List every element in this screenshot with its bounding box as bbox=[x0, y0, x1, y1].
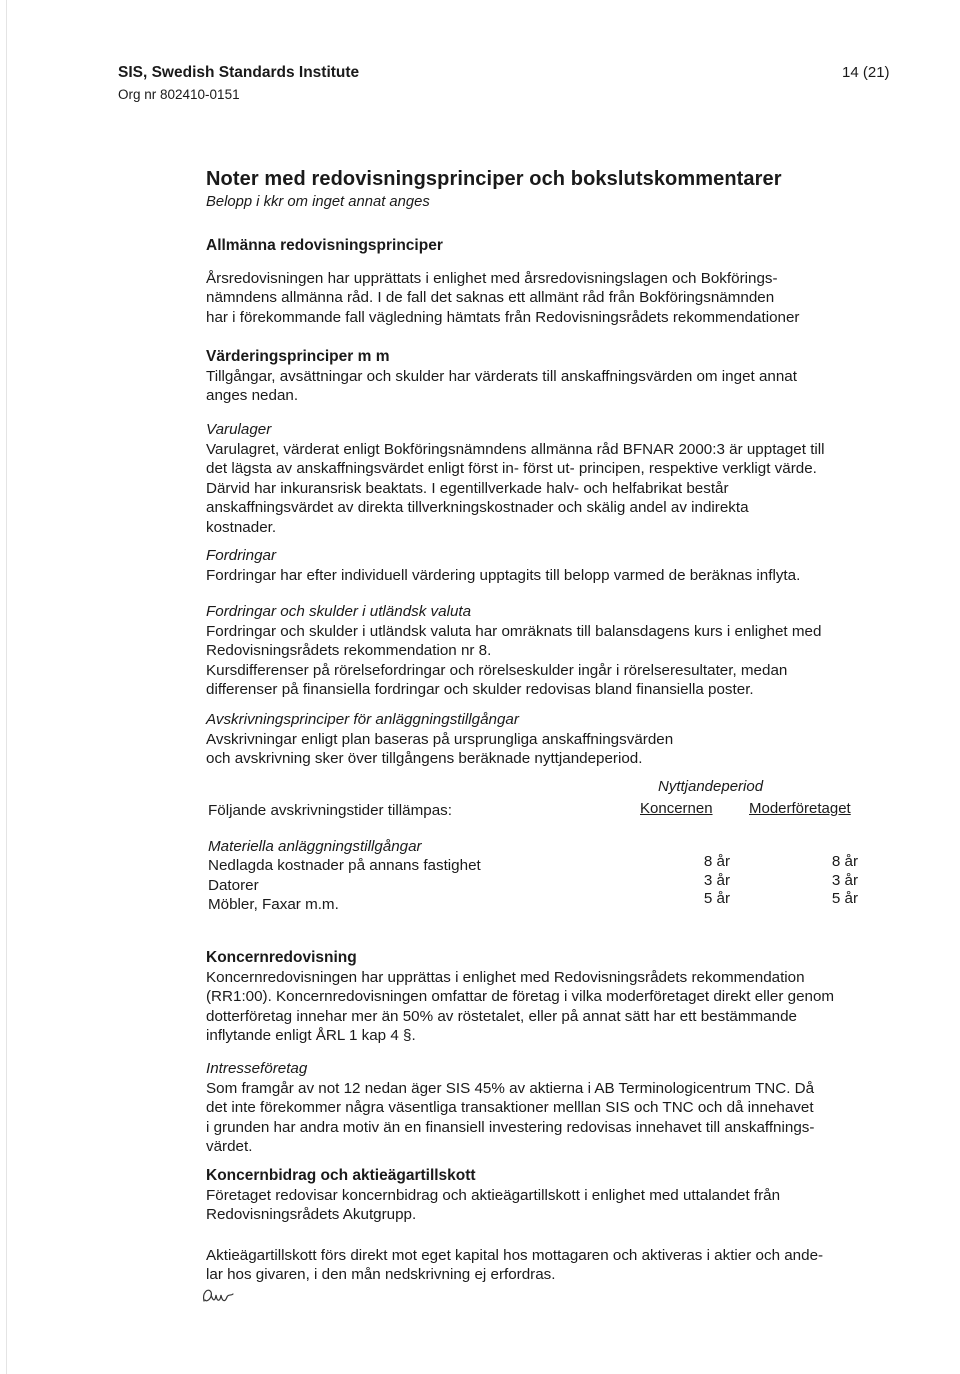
paragraph-line: Därvid har inkuransrisk beaktats. I egentillverkade halv- och helfabrikat består bbox=[206, 479, 729, 497]
paragraph-line: har i förekommande fall vägledning hämtats från Redovisningsrådets rekommendationer bbox=[206, 308, 800, 326]
notes-title-block bbox=[206, 170, 866, 212]
organization-name: SIS, Swedish Standards Institute bbox=[118, 64, 360, 81]
schedule-intro: Följande avskrivningstider tillämpas: bbox=[208, 802, 452, 819]
table-cell-group: 3 år bbox=[703, 872, 730, 889]
asset-group-label: Materiella anläggningstillgångar bbox=[208, 838, 422, 855]
paragraph-line: Varulagret, värderat enligt Bokföringsnämndens allmänna råd BFNAR 2000:3 är upptaget till bbox=[206, 440, 825, 458]
paragraph-line: Som framgår av not 12 nedan äger SIS 45% av aktierna i AB Terminologicentrum TNC. Då bbox=[206, 1079, 815, 1097]
column-header-group: Koncernen bbox=[640, 800, 713, 817]
section-heading: Intresseföretag bbox=[206, 1060, 308, 1077]
table-row-label: Möbler, Faxar m.m. bbox=[208, 896, 339, 913]
paragraph-line: inflytande enligt ÅRL 1 kap 4 §. bbox=[206, 1027, 416, 1044]
paragraph-line: det inte förekommer några väsentliga transaktioner melllan SIS och TNC och då innehavet bbox=[206, 1099, 814, 1116]
paragraph-line: Tillgångar, avsättningar och skulder har värderats till anskaffningsvärden om inget annat bbox=[206, 367, 797, 385]
associates-section bbox=[206, 1059, 866, 1157]
general-principles-section bbox=[206, 236, 866, 327]
section-heading: Varulager bbox=[206, 421, 272, 438]
table-row-label: Nedlagda kostnader på annans fastighet bbox=[208, 857, 481, 874]
paragraph-line: Fordringar och skulder i utländsk valuta har omräknats till balansdagens kurs i enlighet med bbox=[206, 622, 822, 640]
paragraph-line: Företaget redovisar koncernbidrag och aktieägartillskott i enlighet med uttalandet från bbox=[206, 1186, 781, 1204]
paragraph-line: Redovisningsrådets rekommendation nr 8. bbox=[206, 642, 492, 659]
organization-number: Org nr 802410-0151 bbox=[118, 87, 240, 102]
section-heading: Koncernredovisning bbox=[206, 949, 357, 966]
section-heading: Värderingsprinciper m m bbox=[206, 348, 390, 365]
page-number: 14 (21) bbox=[842, 64, 890, 81]
section-heading: Avskrivningsprinciper för anläggningstillgångar bbox=[206, 711, 519, 728]
paragraph-line: värdet. bbox=[206, 1138, 253, 1155]
paragraph-line: och avskrivning sker över tillgångens beräknade nyttjandeperiod. bbox=[206, 750, 643, 767]
page-title: Noter med redovisningsprinciper och bokslutskommentarer bbox=[206, 168, 782, 190]
valuation-section bbox=[206, 347, 866, 406]
signature-mark bbox=[200, 1283, 236, 1309]
depreciation-section bbox=[206, 710, 866, 769]
paragraph-line: Årsredovisningen har upprättats i enlighet med årsredovisningslagen och Bokförings- bbox=[206, 269, 778, 287]
foreign-currency-section bbox=[206, 602, 866, 700]
section-heading: Koncernbidrag och aktieägartillskott bbox=[206, 1167, 476, 1184]
table-row-label: Datorer bbox=[208, 877, 259, 894]
section-heading: Fordringar bbox=[206, 547, 277, 564]
paragraph-line: det lägsta av anskaffningsvärdet enligt först in- först ut- principen, respektive verkligt värde. bbox=[206, 460, 817, 477]
table-cell-parent: 3 år bbox=[831, 872, 858, 889]
table-cell-group: 5 år bbox=[703, 890, 730, 907]
table-cell-group: 8 år bbox=[703, 853, 730, 870]
paragraph-line: anskaffningsvärdet av direkta tillverkningskostnader och skälig andel av indirekta bbox=[206, 499, 749, 516]
contributions-section bbox=[206, 1166, 866, 1285]
paragraph-line: nämndens allmänna råd. I de fall det saknas ett allmänt råd från Bokföringsnämnden bbox=[206, 289, 775, 306]
paragraph-line: lar hos givaren, i den mån nedskrivning ej erfordras. bbox=[206, 1266, 556, 1283]
table-cell-parent: 8 år bbox=[831, 853, 858, 870]
paragraph-line: Aktieägartillskott förs direkt mot eget kapital hos mottagaren och aktiveras i aktier och ande- bbox=[206, 1246, 824, 1264]
period-label: Nyttjandeperiod bbox=[658, 778, 764, 795]
paragraph-line: Avskrivningar enligt plan baseras på ursprungliga anskaffningsvärden bbox=[206, 730, 674, 748]
section-heading: Fordringar och skulder i utländsk valuta bbox=[206, 603, 472, 620]
paragraph-line: differenser på finansiella fordringar och skulder redovisas bland finansiella poster. bbox=[206, 681, 754, 698]
consolidation-section bbox=[206, 948, 866, 1046]
page-subtitle: Belopp i kkr om inget annat anges bbox=[206, 193, 430, 210]
paragraph-line: i grunden har andra motiv än en finansiell investering redovisas innehavet till anskaffnings- bbox=[206, 1118, 815, 1136]
table-cell-parent: 5 år bbox=[831, 890, 858, 907]
paragraph-line: (RR1:00). Koncernredovisningen omfattar de företag i vilka moderföretaget direkt eller genom bbox=[206, 988, 835, 1005]
paragraph-line: anges nedan. bbox=[206, 387, 299, 404]
column-header-parent: Moderföretaget bbox=[749, 800, 851, 817]
paragraph-line: kostnader. bbox=[206, 518, 277, 536]
paragraph-line: dotterföretag innehar mer än 50% av röstetalet, eller på annat sätt har ett bestämmande bbox=[206, 1007, 797, 1025]
inventory-section bbox=[206, 420, 866, 537]
paragraph-line: Koncernredovisningen har upprättas i enlighet med Redovisningsrådets rekommendation bbox=[206, 968, 805, 986]
receivables-section bbox=[206, 546, 866, 585]
depreciation-schedule-table bbox=[208, 778, 868, 913]
paragraph-line: Fordringar har efter individuell värdering upptagits till belopp varmed de beräknas inflyta. bbox=[206, 566, 801, 584]
paragraph-line: Kursdifferenser på rörelsefordringar och rörelseskulder ingår i rörelseresultater, medan bbox=[206, 661, 788, 679]
paragraph-line: Redovisningsrådets Akutgrupp. bbox=[206, 1206, 417, 1223]
scan-edge-line bbox=[6, 0, 7, 1374]
section-heading: Allmänna redovisningsprinciper bbox=[206, 237, 443, 254]
handwritten-initials bbox=[200, 1283, 236, 1314]
